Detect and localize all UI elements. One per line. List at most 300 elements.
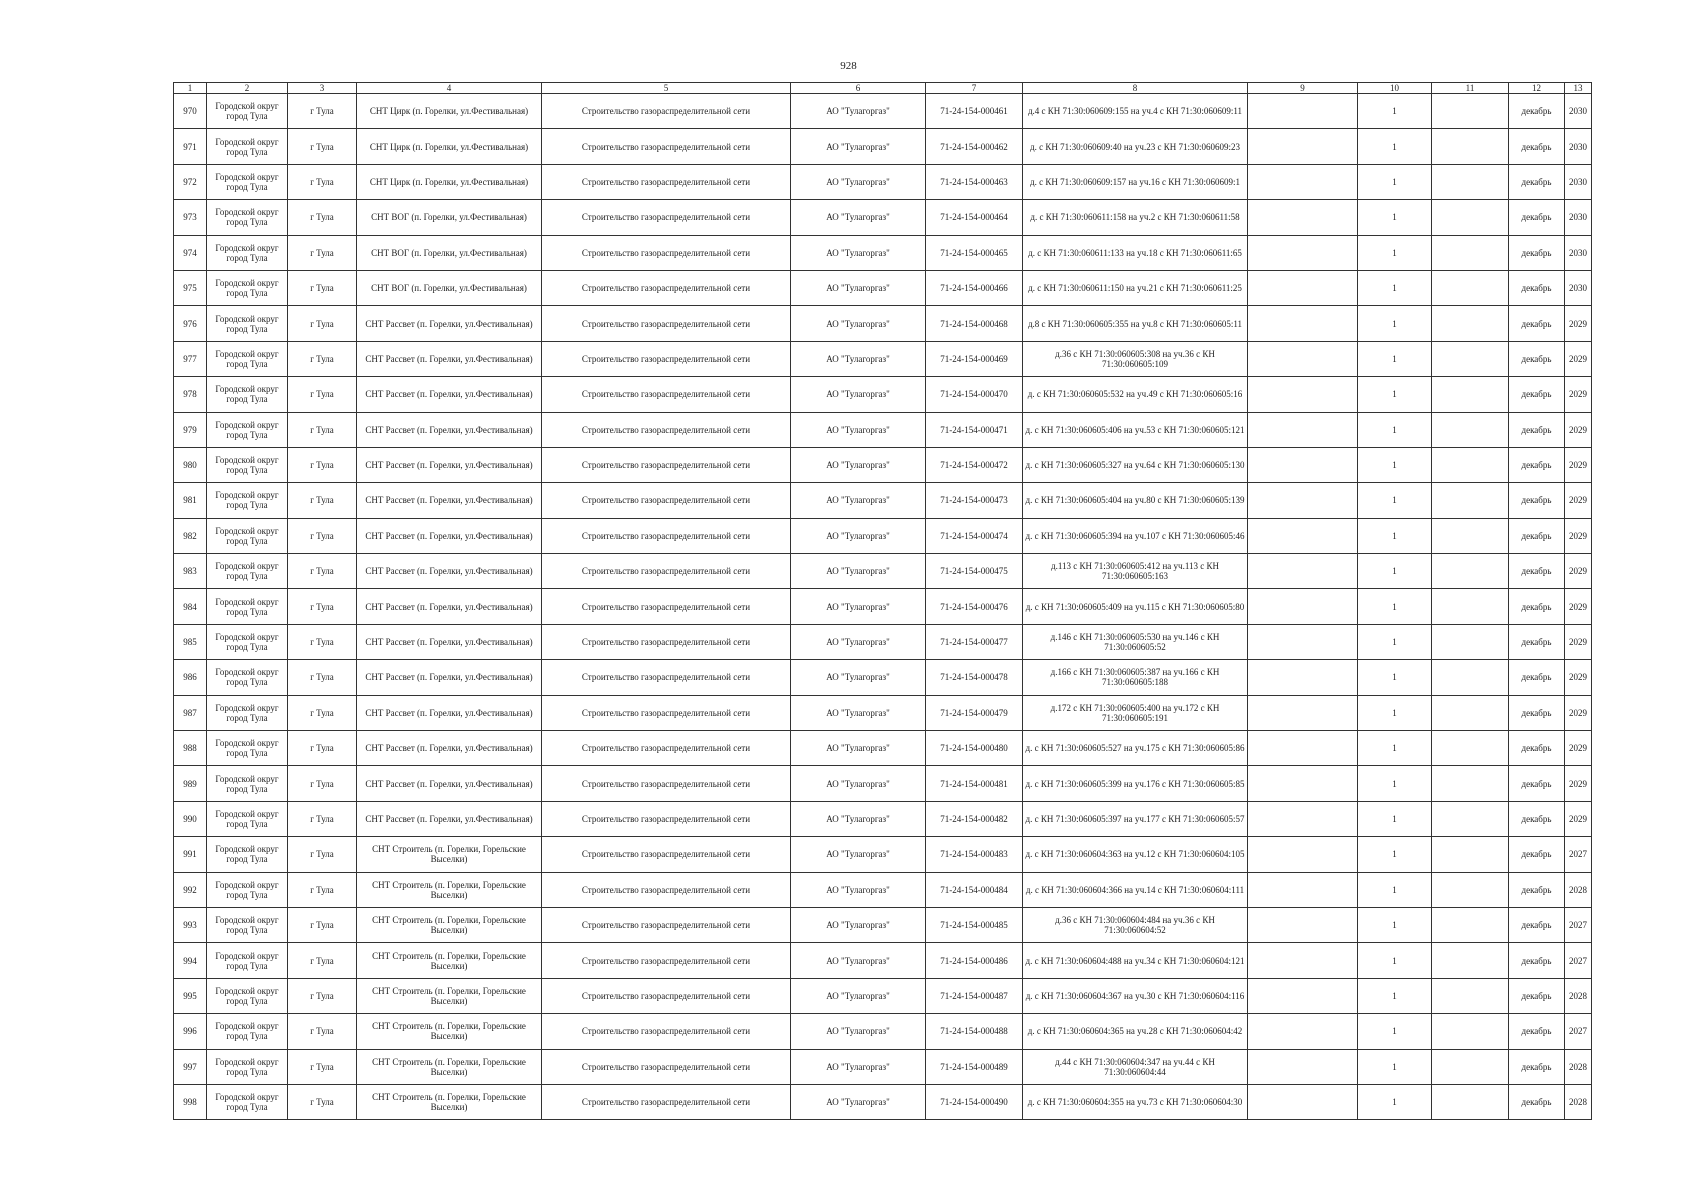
cell-district: Городской округ город Тула bbox=[207, 837, 288, 872]
cell-operator: АО "Тулагоргаз" bbox=[791, 660, 926, 695]
cell-address: д. с КН 71:30:060604:355 на уч.73 с КН 71:30:060604:30 bbox=[1023, 1084, 1248, 1119]
cell-settlement: г Тула bbox=[288, 1014, 357, 1049]
cell-col-9 bbox=[1248, 766, 1358, 801]
cell-quantity: 1 bbox=[1358, 1084, 1432, 1119]
cell-code: 71-24-154-000486 bbox=[926, 943, 1023, 978]
cell-address: д.36 с КН 71:30:060604:484 на уч.36 с КН 71:30:060604:52 bbox=[1023, 907, 1248, 942]
cell-number: 980 bbox=[174, 447, 207, 482]
cell-year: 2029 bbox=[1565, 306, 1592, 341]
cell-work-type: Строительство газораспределительной сети bbox=[542, 624, 791, 659]
cell-address: д. с КН 71:30:060609:157 на уч.16 с КН 71:30:060609:1 bbox=[1023, 164, 1248, 199]
cell-code: 71-24-154-000483 bbox=[926, 837, 1023, 872]
table-row bbox=[174, 377, 1592, 412]
cell-address: д. с КН 71:30:060605:532 на уч.49 с КН 71:30:060605:16 bbox=[1023, 377, 1248, 412]
table-row bbox=[174, 695, 1592, 730]
cell-year: 2029 bbox=[1565, 801, 1592, 836]
cell-code: 71-24-154-000465 bbox=[926, 235, 1023, 270]
cell-number: 987 bbox=[174, 695, 207, 730]
cell-work-type: Строительство газораспределительной сети bbox=[542, 483, 791, 518]
cell-operator: АО "Тулагоргаз" bbox=[791, 447, 926, 482]
cell-quantity: 1 bbox=[1358, 766, 1432, 801]
cell-district: Городской округ город Тула bbox=[207, 589, 288, 624]
cell-col-9 bbox=[1248, 377, 1358, 412]
cell-code: 71-24-154-000469 bbox=[926, 341, 1023, 376]
cell-col-9 bbox=[1248, 447, 1358, 482]
cell-year: 2029 bbox=[1565, 518, 1592, 553]
cell-settlement: г Тула bbox=[288, 660, 357, 695]
cell-settlement: г Тула bbox=[288, 872, 357, 907]
cell-col-9 bbox=[1248, 943, 1358, 978]
cell-month: декабрь bbox=[1509, 1014, 1565, 1049]
cell-number: 998 bbox=[174, 1084, 207, 1119]
cell-code: 71-24-154-000490 bbox=[926, 1084, 1023, 1119]
cell-col-9 bbox=[1248, 200, 1358, 235]
cell-settlement: г Тула bbox=[288, 412, 357, 447]
cell-year: 2027 bbox=[1565, 943, 1592, 978]
cell-object: СНТ Рассвет (п. Горелки, ул.Фестивальная) bbox=[357, 554, 542, 589]
cell-number: 985 bbox=[174, 624, 207, 659]
cell-number: 978 bbox=[174, 377, 207, 412]
cell-object: СНТ Рассвет (п. Горелки, ул.Фестивальная) bbox=[357, 801, 542, 836]
cell-col-9 bbox=[1248, 235, 1358, 270]
cell-year: 2029 bbox=[1565, 660, 1592, 695]
cell-col-11 bbox=[1432, 270, 1509, 305]
cell-work-type: Строительство газораспределительной сети bbox=[542, 1084, 791, 1119]
cell-month: декабрь bbox=[1509, 377, 1565, 412]
cell-number: 975 bbox=[174, 270, 207, 305]
cell-number: 995 bbox=[174, 978, 207, 1013]
cell-col-11 bbox=[1432, 412, 1509, 447]
cell-settlement: г Тула bbox=[288, 589, 357, 624]
cell-year: 2027 bbox=[1565, 1014, 1592, 1049]
cell-object: СНТ Строитель (п. Горелки, Горельские Выселки) bbox=[357, 943, 542, 978]
cell-address: д. с КН 71:30:060605:409 на уч.115 с КН 71:30:060605:80 bbox=[1023, 589, 1248, 624]
cell-number: 992 bbox=[174, 872, 207, 907]
cell-district: Городской округ город Тула bbox=[207, 306, 288, 341]
cell-year: 2030 bbox=[1565, 94, 1592, 129]
cell-district: Городской округ город Тула bbox=[207, 235, 288, 270]
cell-district: Городской округ город Тула bbox=[207, 412, 288, 447]
cell-number: 977 bbox=[174, 341, 207, 376]
table-row bbox=[174, 341, 1592, 376]
table-row bbox=[174, 1014, 1592, 1049]
cell-quantity: 1 bbox=[1358, 200, 1432, 235]
cell-quantity: 1 bbox=[1358, 872, 1432, 907]
cell-month: декабрь bbox=[1509, 766, 1565, 801]
cell-col-11 bbox=[1432, 1049, 1509, 1084]
cell-col-11 bbox=[1432, 483, 1509, 518]
table-row bbox=[174, 200, 1592, 235]
cell-quantity: 1 bbox=[1358, 695, 1432, 730]
cell-number: 996 bbox=[174, 1014, 207, 1049]
cell-object: СНТ ВОГ (п. Горелки, ул.Фестивальная) bbox=[357, 235, 542, 270]
cell-operator: АО "Тулагоргаз" bbox=[791, 801, 926, 836]
cell-code: 71-24-154-000489 bbox=[926, 1049, 1023, 1084]
cell-address: д. с КН 71:30:060605:404 на уч.80 с КН 71:30:060605:139 bbox=[1023, 483, 1248, 518]
cell-operator: АО "Тулагоргаз" bbox=[791, 1084, 926, 1119]
cell-code: 71-24-154-000478 bbox=[926, 660, 1023, 695]
cell-number: 984 bbox=[174, 589, 207, 624]
cell-month: декабрь bbox=[1509, 1084, 1565, 1119]
cell-settlement: г Тула bbox=[288, 907, 357, 942]
cell-settlement: г Тула bbox=[288, 518, 357, 553]
cell-month: декабрь bbox=[1509, 483, 1565, 518]
cell-work-type: Строительство газораспределительной сети bbox=[542, 1014, 791, 1049]
cell-code: 71-24-154-000475 bbox=[926, 554, 1023, 589]
cell-code: 71-24-154-000468 bbox=[926, 306, 1023, 341]
table-row bbox=[174, 589, 1592, 624]
cell-col-11 bbox=[1432, 554, 1509, 589]
cell-operator: АО "Тулагоргаз" bbox=[791, 943, 926, 978]
cell-settlement: г Тула bbox=[288, 695, 357, 730]
cell-work-type: Строительство газораспределительной сети bbox=[542, 164, 791, 199]
cell-quantity: 1 bbox=[1358, 447, 1432, 482]
table-row bbox=[174, 235, 1592, 270]
cell-operator: АО "Тулагоргаз" bbox=[791, 235, 926, 270]
cell-quantity: 1 bbox=[1358, 94, 1432, 129]
cell-address: д.146 с КН 71:30:060605:530 на уч.146 с КН 71:30:060605:52 bbox=[1023, 624, 1248, 659]
cell-work-type: Строительство газораспределительной сети bbox=[542, 766, 791, 801]
cell-object: СНТ Строитель (п. Горелки, Горельские Выселки) bbox=[357, 872, 542, 907]
cell-col-11 bbox=[1432, 660, 1509, 695]
cell-settlement: г Тула bbox=[288, 1049, 357, 1084]
cell-settlement: г Тула bbox=[288, 554, 357, 589]
cell-work-type: Строительство газораспределительной сети bbox=[542, 1049, 791, 1084]
cell-number: 981 bbox=[174, 483, 207, 518]
cell-year: 2029 bbox=[1565, 554, 1592, 589]
cell-operator: АО "Тулагоргаз" bbox=[791, 554, 926, 589]
cell-code: 71-24-154-000471 bbox=[926, 412, 1023, 447]
cell-year: 2028 bbox=[1565, 1049, 1592, 1084]
cell-district: Городской округ город Тула bbox=[207, 907, 288, 942]
header-row bbox=[174, 83, 1592, 94]
cell-code: 71-24-154-000474 bbox=[926, 518, 1023, 553]
cell-col-11 bbox=[1432, 766, 1509, 801]
cell-operator: АО "Тулагоргаз" bbox=[791, 1014, 926, 1049]
cell-district: Городской округ город Тула bbox=[207, 518, 288, 553]
cell-work-type: Строительство газораспределительной сети bbox=[542, 907, 791, 942]
cell-settlement: г Тула bbox=[288, 483, 357, 518]
cell-month: декабрь bbox=[1509, 94, 1565, 129]
cell-code: 71-24-154-000482 bbox=[926, 801, 1023, 836]
cell-quantity: 1 bbox=[1358, 1014, 1432, 1049]
cell-col-9 bbox=[1248, 94, 1358, 129]
table-row bbox=[174, 943, 1592, 978]
cell-col-11 bbox=[1432, 978, 1509, 1013]
cell-settlement: г Тула bbox=[288, 801, 357, 836]
cell-object: СНТ Рассвет (п. Горелки, ул.Фестивальная) bbox=[357, 306, 542, 341]
cell-col-11 bbox=[1432, 589, 1509, 624]
cell-quantity: 1 bbox=[1358, 377, 1432, 412]
cell-object: СНТ Цирк (п. Горелки, ул.Фестивальная) bbox=[357, 94, 542, 129]
cell-operator: АО "Тулагоргаз" bbox=[791, 483, 926, 518]
cell-address: д. с КН 71:30:060605:399 на уч.176 с КН 71:30:060605:85 bbox=[1023, 766, 1248, 801]
cell-month: декабрь bbox=[1509, 907, 1565, 942]
cell-code: 71-24-154-000484 bbox=[926, 872, 1023, 907]
cell-col-11 bbox=[1432, 200, 1509, 235]
cell-settlement: г Тула bbox=[288, 1084, 357, 1119]
cell-month: декабрь bbox=[1509, 129, 1565, 164]
cell-work-type: Строительство газораспределительной сети bbox=[542, 837, 791, 872]
table-row bbox=[174, 412, 1592, 447]
cell-object: СНТ Рассвет (п. Горелки, ул.Фестивальная) bbox=[357, 377, 542, 412]
cell-col-11 bbox=[1432, 1014, 1509, 1049]
cell-number: 971 bbox=[174, 129, 207, 164]
cell-district: Городской округ город Тула bbox=[207, 695, 288, 730]
cell-district: Городской округ город Тула bbox=[207, 94, 288, 129]
cell-number: 972 bbox=[174, 164, 207, 199]
table-row bbox=[174, 624, 1592, 659]
cell-object: СНТ ВОГ (п. Горелки, ул.Фестивальная) bbox=[357, 270, 542, 305]
column-header: 2 bbox=[207, 83, 288, 94]
table-row bbox=[174, 554, 1592, 589]
cell-month: декабрь bbox=[1509, 235, 1565, 270]
cell-address: д. с КН 71:30:060611:133 на уч.18 с КН 71:30:060611:65 bbox=[1023, 235, 1248, 270]
cell-operator: АО "Тулагоргаз" bbox=[791, 1049, 926, 1084]
table-row bbox=[174, 129, 1592, 164]
cell-object: СНТ Цирк (п. Горелки, ул.Фестивальная) bbox=[357, 164, 542, 199]
cell-col-9 bbox=[1248, 872, 1358, 907]
cell-district: Городской округ город Тула bbox=[207, 660, 288, 695]
cell-object: СНТ Строитель (п. Горелки, Горельские Выселки) bbox=[357, 907, 542, 942]
cell-col-9 bbox=[1248, 483, 1358, 518]
cell-address: д. с КН 71:30:060611:158 на уч.2 с КН 71:30:060611:58 bbox=[1023, 200, 1248, 235]
cell-settlement: г Тула bbox=[288, 94, 357, 129]
cell-number: 970 bbox=[174, 94, 207, 129]
cell-col-9 bbox=[1248, 1049, 1358, 1084]
cell-year: 2029 bbox=[1565, 695, 1592, 730]
cell-col-11 bbox=[1432, 695, 1509, 730]
cell-address: д. с КН 71:30:060604:488 на уч.34 с КН 71:30:060604:121 bbox=[1023, 943, 1248, 978]
cell-month: декабрь bbox=[1509, 624, 1565, 659]
cell-year: 2029 bbox=[1565, 766, 1592, 801]
cell-quantity: 1 bbox=[1358, 129, 1432, 164]
cell-district: Городской округ город Тула bbox=[207, 801, 288, 836]
table-row bbox=[174, 306, 1592, 341]
cell-quantity: 1 bbox=[1358, 235, 1432, 270]
cell-number: 991 bbox=[174, 837, 207, 872]
cell-code: 71-24-154-000464 bbox=[926, 200, 1023, 235]
cell-code: 71-24-154-000472 bbox=[926, 447, 1023, 482]
cell-col-9 bbox=[1248, 164, 1358, 199]
cell-operator: АО "Тулагоргаз" bbox=[791, 518, 926, 553]
cell-district: Городской округ город Тула bbox=[207, 1049, 288, 1084]
cell-year: 2030 bbox=[1565, 129, 1592, 164]
cell-month: декабрь bbox=[1509, 1049, 1565, 1084]
cell-year: 2029 bbox=[1565, 483, 1592, 518]
cell-year: 2029 bbox=[1565, 377, 1592, 412]
cell-work-type: Строительство газораспределительной сети bbox=[542, 412, 791, 447]
column-header: 13 bbox=[1565, 83, 1592, 94]
cell-col-11 bbox=[1432, 94, 1509, 129]
cell-operator: АО "Тулагоргаз" bbox=[791, 129, 926, 164]
cell-col-9 bbox=[1248, 695, 1358, 730]
cell-address: д. с КН 71:30:060611:150 на уч.21 с КН 71:30:060611:25 bbox=[1023, 270, 1248, 305]
cell-settlement: г Тула bbox=[288, 731, 357, 766]
cell-operator: АО "Тулагоргаз" bbox=[791, 978, 926, 1013]
cell-year: 2027 bbox=[1565, 837, 1592, 872]
cell-col-11 bbox=[1432, 518, 1509, 553]
cell-month: декабрь bbox=[1509, 589, 1565, 624]
cell-col-11 bbox=[1432, 943, 1509, 978]
cell-number: 986 bbox=[174, 660, 207, 695]
cell-address: д. с КН 71:30:060604:363 на уч.12 с КН 71:30:060604:105 bbox=[1023, 837, 1248, 872]
cell-district: Городской округ город Тула bbox=[207, 200, 288, 235]
cell-col-11 bbox=[1432, 801, 1509, 836]
cell-number: 994 bbox=[174, 943, 207, 978]
cell-work-type: Строительство газораспределительной сети bbox=[542, 94, 791, 129]
column-header: 8 bbox=[1023, 83, 1248, 94]
table-row bbox=[174, 731, 1592, 766]
cell-month: декабрь bbox=[1509, 872, 1565, 907]
cell-address: д. с КН 71:30:060604:365 на уч.28 с КН 71:30:060604:42 bbox=[1023, 1014, 1248, 1049]
cell-month: декабрь bbox=[1509, 943, 1565, 978]
cell-quantity: 1 bbox=[1358, 837, 1432, 872]
cell-year: 2029 bbox=[1565, 589, 1592, 624]
cell-object: СНТ Рассвет (п. Горелки, ул.Фестивальная) bbox=[357, 660, 542, 695]
cell-quantity: 1 bbox=[1358, 801, 1432, 836]
table-row bbox=[174, 872, 1592, 907]
cell-number: 997 bbox=[174, 1049, 207, 1084]
cell-col-9 bbox=[1248, 978, 1358, 1013]
cell-quantity: 1 bbox=[1358, 270, 1432, 305]
cell-settlement: г Тула bbox=[288, 943, 357, 978]
cell-quantity: 1 bbox=[1358, 731, 1432, 766]
cell-year: 2028 bbox=[1565, 978, 1592, 1013]
cell-work-type: Строительство газораспределительной сети bbox=[542, 129, 791, 164]
cell-month: декабрь bbox=[1509, 341, 1565, 376]
table-row bbox=[174, 164, 1592, 199]
cell-operator: АО "Тулагоргаз" bbox=[791, 270, 926, 305]
cell-work-type: Строительство газораспределительной сети bbox=[542, 306, 791, 341]
cell-month: декабрь bbox=[1509, 270, 1565, 305]
cell-district: Городской округ город Тула bbox=[207, 766, 288, 801]
cell-object: СНТ Рассвет (п. Горелки, ул.Фестивальная) bbox=[357, 624, 542, 659]
cell-col-9 bbox=[1248, 660, 1358, 695]
cell-district: Городской округ город Тула bbox=[207, 731, 288, 766]
cell-district: Городской округ город Тула bbox=[207, 270, 288, 305]
cell-address: д. с КН 71:30:060604:367 на уч.30 с КН 71:30:060604:116 bbox=[1023, 978, 1248, 1013]
cell-quantity: 1 bbox=[1358, 412, 1432, 447]
cell-operator: АО "Тулагоргаз" bbox=[791, 341, 926, 376]
cell-month: декабрь bbox=[1509, 978, 1565, 1013]
cell-col-11 bbox=[1432, 837, 1509, 872]
cell-district: Городской округ город Тула bbox=[207, 377, 288, 412]
cell-quantity: 1 bbox=[1358, 624, 1432, 659]
cell-district: Городской округ город Тула bbox=[207, 447, 288, 482]
cell-number: 982 bbox=[174, 518, 207, 553]
cell-work-type: Строительство газораспределительной сети bbox=[542, 554, 791, 589]
cell-address: д.44 с КН 71:30:060604:347 на уч.44 с КН 71:30:060604:44 bbox=[1023, 1049, 1248, 1084]
table-row bbox=[174, 978, 1592, 1013]
cell-work-type: Строительство газораспределительной сети bbox=[542, 270, 791, 305]
cell-col-9 bbox=[1248, 341, 1358, 376]
cell-operator: АО "Тулагоргаз" bbox=[791, 872, 926, 907]
table-row bbox=[174, 1049, 1592, 1084]
cell-code: 71-24-154-000463 bbox=[926, 164, 1023, 199]
cell-address: д.166 с КН 71:30:060605:387 на уч.166 с КН 71:30:060605:188 bbox=[1023, 660, 1248, 695]
cell-year: 2029 bbox=[1565, 341, 1592, 376]
cell-year: 2029 bbox=[1565, 731, 1592, 766]
cell-object: СНТ Цирк (п. Горелки, ул.Фестивальная) bbox=[357, 129, 542, 164]
cell-year: 2030 bbox=[1565, 270, 1592, 305]
cell-operator: АО "Тулагоргаз" bbox=[791, 907, 926, 942]
cell-address: д.113 с КН 71:30:060605:412 на уч.113 с КН 71:30:060605:163 bbox=[1023, 554, 1248, 589]
cell-number: 989 bbox=[174, 766, 207, 801]
cell-col-9 bbox=[1248, 554, 1358, 589]
cell-district: Городской округ город Тула bbox=[207, 872, 288, 907]
cell-address: д. с КН 71:30:060605:397 на уч.177 с КН 71:30:060605:57 bbox=[1023, 801, 1248, 836]
cell-year: 2028 bbox=[1565, 1084, 1592, 1119]
cell-year: 2027 bbox=[1565, 907, 1592, 942]
cell-quantity: 1 bbox=[1358, 907, 1432, 942]
column-header: 4 bbox=[357, 83, 542, 94]
cell-work-type: Строительство газораспределительной сети bbox=[542, 660, 791, 695]
cell-settlement: г Тула bbox=[288, 341, 357, 376]
column-header: 12 bbox=[1509, 83, 1565, 94]
cell-col-9 bbox=[1248, 129, 1358, 164]
cell-code: 71-24-154-000485 bbox=[926, 907, 1023, 942]
cell-code: 71-24-154-000473 bbox=[926, 483, 1023, 518]
cell-month: декабрь bbox=[1509, 306, 1565, 341]
cell-month: декабрь bbox=[1509, 801, 1565, 836]
cell-month: декабрь bbox=[1509, 200, 1565, 235]
cell-col-11 bbox=[1432, 129, 1509, 164]
cell-district: Городской округ город Тула bbox=[207, 554, 288, 589]
cell-work-type: Строительство газораспределительной сети bbox=[542, 943, 791, 978]
cell-col-9 bbox=[1248, 731, 1358, 766]
cell-quantity: 1 bbox=[1358, 164, 1432, 199]
column-header: 1 bbox=[174, 83, 207, 94]
cell-col-11 bbox=[1432, 907, 1509, 942]
column-header: 5 bbox=[542, 83, 791, 94]
cell-work-type: Строительство газораспределительной сети bbox=[542, 978, 791, 1013]
cell-year: 2029 bbox=[1565, 412, 1592, 447]
cell-address: д. с КН 71:30:060604:366 на уч.14 с КН 71:30:060604:111 bbox=[1023, 872, 1248, 907]
cell-object: СНТ Рассвет (п. Горелки, ул.Фестивальная) bbox=[357, 589, 542, 624]
cell-year: 2028 bbox=[1565, 872, 1592, 907]
cell-quantity: 1 bbox=[1358, 341, 1432, 376]
cell-object: СНТ Рассвет (п. Горелки, ул.Фестивальная) bbox=[357, 412, 542, 447]
cell-col-9 bbox=[1248, 306, 1358, 341]
cell-code: 71-24-154-000462 bbox=[926, 129, 1023, 164]
cell-year: 2029 bbox=[1565, 624, 1592, 659]
cell-col-11 bbox=[1432, 872, 1509, 907]
table-row bbox=[174, 270, 1592, 305]
cell-object: СНТ Рассвет (п. Горелки, ул.Фестивальная) bbox=[357, 731, 542, 766]
cell-operator: АО "Тулагоргаз" bbox=[791, 377, 926, 412]
cell-address: д.8 с КН 71:30:060605:355 на уч.8 с КН 71:30:060605:11 bbox=[1023, 306, 1248, 341]
cell-month: декабрь bbox=[1509, 518, 1565, 553]
cell-object: СНТ Рассвет (п. Горелки, ул.Фестивальная) bbox=[357, 695, 542, 730]
column-header: 10 bbox=[1358, 83, 1432, 94]
cell-number: 993 bbox=[174, 907, 207, 942]
cell-col-11 bbox=[1432, 341, 1509, 376]
table-row bbox=[174, 447, 1592, 482]
cell-quantity: 1 bbox=[1358, 978, 1432, 1013]
table-row bbox=[174, 766, 1592, 801]
table-row bbox=[174, 837, 1592, 872]
cell-work-type: Строительство газораспределительной сети bbox=[542, 235, 791, 270]
cell-work-type: Строительство газораспределительной сети bbox=[542, 695, 791, 730]
cell-code: 71-24-154-000481 bbox=[926, 766, 1023, 801]
cell-year: 2030 bbox=[1565, 164, 1592, 199]
cell-work-type: Строительство газораспределительной сети bbox=[542, 801, 791, 836]
table-row bbox=[174, 907, 1592, 942]
column-header: 7 bbox=[926, 83, 1023, 94]
cell-object: СНТ Строитель (п. Горелки, Горельские Выселки) bbox=[357, 978, 542, 1013]
cell-number: 973 bbox=[174, 200, 207, 235]
